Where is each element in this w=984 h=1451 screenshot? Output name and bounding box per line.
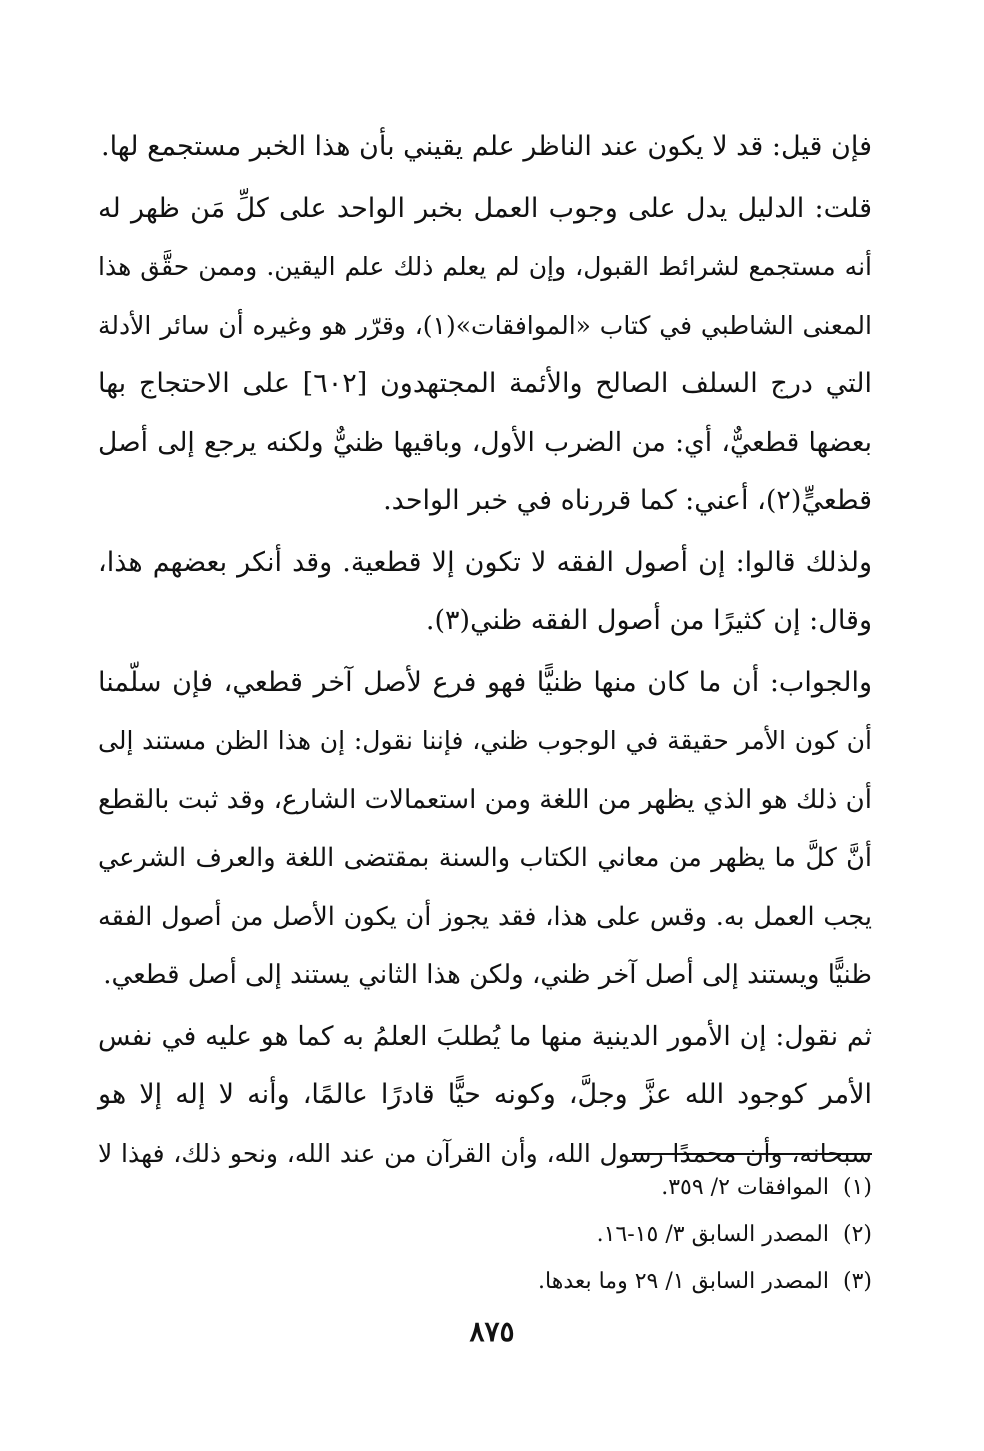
text-line: أن ذلك هو الذي يظهر من اللغة ومن استعمالات الشارع، وقد ثبت بالقطع xyxy=(98,784,872,815)
footnote-text: الموافقات ٢/ ٣٥٩. xyxy=(661,1175,829,1200)
text-line: وقال: إن كثيرًا من أصول الفقه ظني(٣). xyxy=(425,605,872,636)
text-line: أن كون الأمر حقيقة في الوجوب ظني، فإننا نقول: إن هذا الظن مستند إلى xyxy=(98,726,872,755)
footnote-item xyxy=(252,1164,872,1211)
footnotes xyxy=(252,1164,872,1305)
text-line: فإن قيل: قد لا يكون عند الناظر علم يقيني بأن هذا الخبر مستجمع لها. xyxy=(101,131,872,162)
page-number: ٨٧٥ xyxy=(469,1315,515,1348)
text-line: المعنى الشاطبي في كتاب «الموافقات»(١)، وقرّر هو وغيره أن سائر الأدلة xyxy=(98,310,872,340)
paragraph-usul xyxy=(98,534,872,651)
footnote-number: (٢) xyxy=(842,1222,872,1247)
page-body xyxy=(98,118,872,1183)
paragraph-objection xyxy=(98,118,872,177)
text-line: الأمر كوجود الله عزَّ وجلَّ، وكونه حيًّا قادرًا عالمًا، وأنه لا إله إلا هو xyxy=(98,1079,872,1110)
footnote-number: (١) xyxy=(842,1175,872,1200)
text-line: قطعيٍّ(٢)، أعني: كما قررناه في خبر الواحد. xyxy=(383,485,872,516)
text-line: التي درج السلف الصالح والأئمة المجتهدون [٦٠٢] على الاحتجاج بها xyxy=(98,368,872,399)
text-line: سبحانه، وأن محمدًا رسول الله، وأن القرآن من عند الله، ونحو ذلك، فهذا لا xyxy=(98,1138,872,1168)
paragraph-answer xyxy=(98,654,872,1005)
text-line: أنه مستجمع لشرائط القبول، وإن لم يعلم ذلك علم اليقين. وممن حقَّق هذا xyxy=(98,252,872,281)
text-line: ظنيًّا ويستند إلى أصل آخر ظني، ولكن هذا الثاني يستند إلى أصل قطعي. xyxy=(103,960,872,990)
footnote-text: المصدر السابق ٣/ ١٥-١٦. xyxy=(596,1222,829,1247)
text-line: يجب العمل به. وقس على هذا، فقد يجوز أن يكون الأصل من أصول الفقه xyxy=(98,901,872,932)
text-line: ولذلك قالوا: إن أصول الفقه لا تكون إلا قطعية. وقد أنكر بعضهم هذا، xyxy=(98,546,872,578)
text-line: والجواب: أن ما كان منها ظنيًّا فهو فرع لأصل آخر قطعي، فإن سلّمنا xyxy=(98,666,872,698)
footnote-item xyxy=(252,1258,872,1305)
paragraph-religious-matters xyxy=(98,1008,872,1184)
text-line: ثم نقول: إن الأمور الدينية منها ما يُطلبَ العلمُ به كما هو عليه في نفس xyxy=(98,1020,872,1052)
footnote-separator xyxy=(632,1153,872,1155)
text-line: قلت: الدليل يدل على وجوب العمل بخبر الواحد على كلِّ مَن ظهر له xyxy=(98,192,872,224)
paragraph-reply xyxy=(98,180,872,531)
footnote-text: المصدر السابق ١/ ٢٩ وما بعدها. xyxy=(538,1269,829,1294)
text-line: أنَّ كلَّ ما يظهر من معاني الكتاب والسنة بمقتضى اللغة والعرف الشرعي xyxy=(98,843,872,873)
text-line: بعضها قطعيٌّ، أي: من الضرب الأول، وباقيها ظنيٌّ ولكنه يرجع إلى أصل xyxy=(98,426,872,458)
footnote-number: (٣) xyxy=(842,1269,872,1294)
footnote-item xyxy=(252,1211,872,1258)
